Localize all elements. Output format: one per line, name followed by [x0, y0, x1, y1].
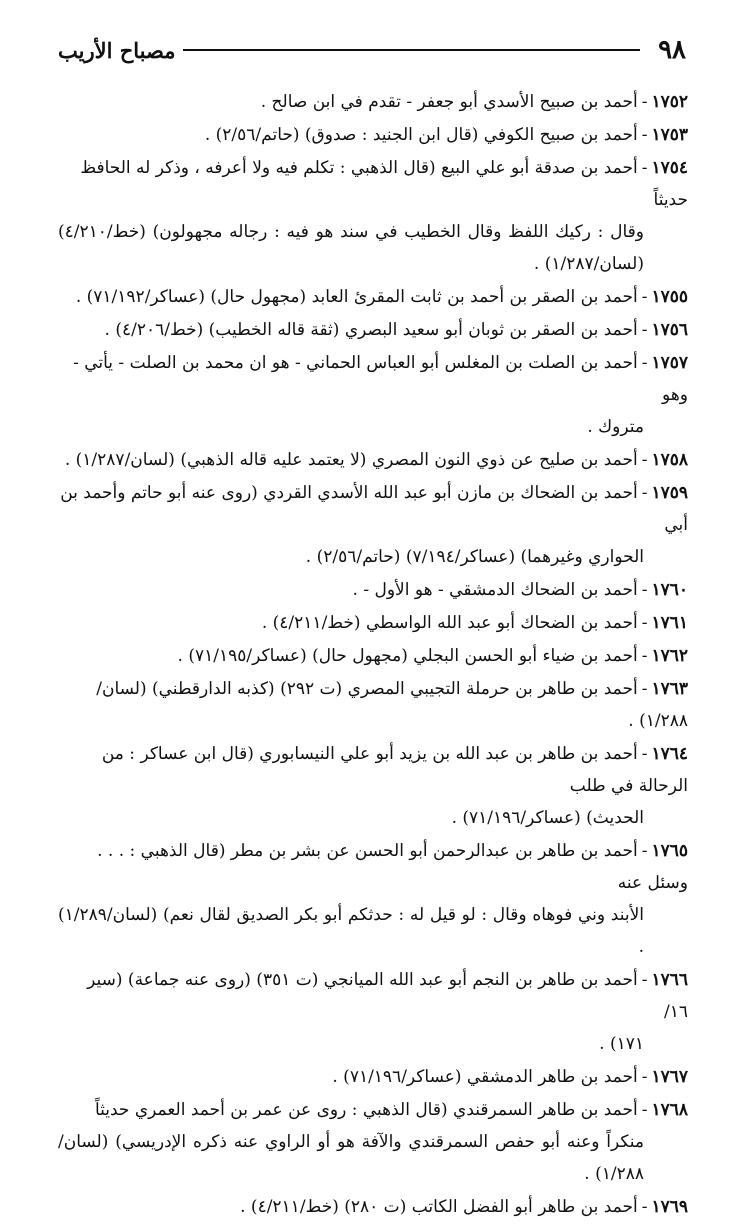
- entry-text: أحمد بن الضحاك بن مازن أبو عبد الله الأسدي القردي (روى عنه أبو حاتم وأحمد بن أبي: [60, 483, 688, 535]
- entry-number: ١٧٥٥: [651, 287, 688, 307]
- entry: ١٧٥٦-أحمد بن الصقر بن ثوبان أبو سعيد البصري (ثقة قاله الخطيب) (خط/٤/٢٠٦) .: [104, 320, 688, 340]
- entry-text: أحمد بن طاهر بن حرملة التجيبي المصري (ت ٢٩٢) (كذبه الدارقطني) (لسان/١/٢٨٨) .: [96, 679, 688, 731]
- entry-number: ١٧٥٨: [651, 450, 688, 470]
- entry: ١٧٦٥-أحمد بن طاهر بن عبدالرحمن أبو الحسن عن بشر بن مطر (قال الذهبي : . . . وسئل عنه الأبند وني فوهاه وقال : لو قيل له : حدثكم أبو بكر الصديق لقال نعم) (لسان/١/٢٨٩) .: [58, 835, 688, 963]
- entry: ١٧٦٧-أحمد بن طاهر الدمشقي (عساكر/٧١/١٩٦) .: [332, 1067, 688, 1087]
- entry-text: أحمد بن طاهر بن عبد الله بن يزيد أبو علي النيسابوري (قال ابن عساكر : من الرحالة في طلب: [101, 744, 688, 796]
- page-number: ٩٨: [658, 35, 686, 65]
- entry-number: ١٧٥٣: [651, 125, 688, 145]
- entry: ١٧٦١-أحمد بن الضحاك أبو عبد الله الواسطي (خط/٤/٢١١) .: [261, 613, 688, 633]
- entry-number: ١٧٥٤: [651, 158, 688, 178]
- entry-text: أحمد بن صدقة أبو علي البيع (قال الذهبي : تكلم فيه ولا أعرفه ، وذكر له الحافظ حديثاً: [80, 158, 688, 210]
- entry: ١٧٦٨-أحمد بن طاهر السمرقندي (قال الذهبي : روى عن عمر بن أحمد العمري حديثاً منكراً وعنه أبو حفص السمرقندي والآفة هو أو الراوي عنه ذكره الإدريسي) (لسان/١/٢٨٨) .: [58, 1094, 688, 1190]
- entry: ١٧٥٩-أحمد بن الضحاك بن مازن أبو عبد الله الأسدي القردي (روى عنه أبو حاتم وأحمد بن أبي الحواري وغيرهما) (عساكر/٧/١٩٤) (حاتم/٢/٥٦) .: [58, 477, 688, 573]
- entry-text: أحمد بن طاهر أبو الفضل الكاتب (ت ٢٨٠) (خط/٤/٢١١) .: [240, 1197, 638, 1217]
- entry-number: ١٧٦٢: [651, 646, 688, 666]
- entry-text: أحمد بن ضياء أبو الحسن البجلي (مجهول حال) (عساكر/٧١/١٩٥) .: [177, 646, 638, 666]
- entry: ١٧٦٤-أحمد بن طاهر بن عبد الله بن يزيد أبو علي النيسابوري (قال ابن عساكر : من الرحالة في طلب الحديث) (عساكر/٧١/١٩٦) .: [58, 738, 688, 834]
- entry-text: أحمد بن الصقر بن أحمد بن ثابت المقرئ العابد (مجهول حال) (عساكر/٧١/١٩٢) .: [75, 287, 638, 307]
- entry-number: ١٧٥٧: [651, 353, 688, 373]
- entry-number: ١٧٦٥: [651, 841, 688, 861]
- entry-number: ١٧٦٧: [651, 1067, 688, 1087]
- entry-number: ١٧٦١: [651, 613, 688, 633]
- entries-list: [58, 86, 688, 1224]
- book-title: مصباح الأريب: [58, 37, 176, 63]
- entry-number: ١٧٦٣: [651, 679, 688, 699]
- entry-number: ١٧٦٨: [651, 1100, 688, 1120]
- entry: ١٧٦٢-أحمد بن ضياء أبو الحسن البجلي (مجهول حال) (عساكر/٧١/١٩٥) .: [177, 646, 688, 666]
- entry-number: ١٧٥٢: [651, 92, 688, 112]
- entry-number: ١٧٦٦: [651, 970, 688, 990]
- entry-text: أحمد بن الضحاك الدمشقي - هو الأول - .: [352, 580, 638, 600]
- entry-number: ١٧٦٠: [651, 580, 688, 600]
- entry: ١٧٥٢-أحمد بن صبيح الأسدي أبو جعفر - تقدم في ابن صالح .: [260, 92, 688, 112]
- entry-text: أحمد بن طاهر بن عبدالرحمن أبو الحسن عن بشر بن مطر (قال الذهبي : . . . وسئل عنه: [97, 841, 688, 893]
- entry-continuation: الحواري وغيرهما) (عساكر/٧/١٩٤) (حاتم/٢/٥٦) .: [305, 547, 644, 567]
- entry: ١٧٥٣-أحمد بن صبيح الكوفي (قال ابن الجنيد : صدوق) (حاتم/٢/٥٦) .: [204, 125, 688, 145]
- entry-continuation: ١٧١) .: [599, 1034, 644, 1054]
- header-rule: [183, 49, 640, 51]
- entry: ١٧٥٥-أحمد بن الصقر بن أحمد بن ثابت المقرئ العابد (مجهول حال) (عساكر/٧١/١٩٢) .: [75, 287, 688, 307]
- entry: ١٧٦٦-أحمد بن طاهر بن النجم أبو عبد الله الميانجي (ت ٣٥١) (روى عنه جماعة) (سير ١٦/ ١٧١) .: [58, 964, 688, 1060]
- entry-continuation: منكراً وعنه أبو حفص السمرقندي والآفة هو أو الراوي عنه ذكره الإدريسي) (لسان/١/٢٨٨) .: [58, 1132, 644, 1184]
- entry-text: أحمد بن طاهر الدمشقي (عساكر/٧١/١٩٦) .: [332, 1067, 638, 1087]
- entry-continuation: وقال : ركيك اللفظ وقال الخطيب في سند هو فيه : رجاله مجهولون) (خط/٤/٢١٠) (لسان/١/٢٨٧) .: [58, 222, 644, 274]
- entry-number: ١٧٦٩: [651, 1197, 688, 1217]
- page-header: [58, 28, 686, 72]
- entry: ١٧٥٧-أحمد بن الصلت بن المغلس أبو العباس الحماني - هو ان محمد بن الصلت - يأتي - وهو متروك .: [58, 347, 688, 443]
- entry-text: أحمد بن صليح عن ذوي النون المصري (لا يعتمد عليه قاله الذهبي) (لسان/١/٢٨٧) .: [64, 450, 638, 470]
- entry-number: ١٧٥٦: [651, 320, 688, 340]
- entry-number: ١٧٦٤: [651, 744, 688, 764]
- entry: ١٧٦٣-أحمد بن طاهر بن حرملة التجيبي المصري (ت ٢٩٢) (كذبه الدارقطني) (لسان/١/٢٨٨) .: [96, 679, 688, 731]
- entry-continuation: الحديث) (عساكر/٧١/١٩٦) .: [451, 808, 644, 828]
- entry-continuation: الأبند وني فوهاه وقال : لو قيل له : حدثكم أبو بكر الصديق لقال نعم) (لسان/١/٢٨٩) .: [58, 905, 644, 957]
- entry: ١٧٦٠-أحمد بن الضحاك الدمشقي - هو الأول - .: [352, 580, 688, 600]
- entry: ١٧٥٤-أحمد بن صدقة أبو علي البيع (قال الذهبي : تكلم فيه ولا أعرفه ، وذكر له الحافظ حديثاً وقال : ركيك اللفظ وقال الخطيب في سند هو فيه : رجاله مجهولون) (خط/٤/٢١٠) (لسان/١/٢٨٧) .: [58, 152, 688, 280]
- entry: ١٧٦٩-أحمد بن طاهر أبو الفضل الكاتب (ت ٢٨٠) (خط/٤/٢١١) .: [240, 1197, 688, 1217]
- entry-continuation: متروك .: [587, 417, 644, 437]
- entry-text: أحمد بن طاهر السمرقندي (قال الذهبي : روى عن عمر بن أحمد العمري حديثاً: [94, 1100, 638, 1120]
- entry-text: أحمد بن الصلت بن المغلس أبو العباس الحماني - هو ان محمد بن الصلت - يأتي - وهو: [73, 353, 688, 405]
- entry: ١٧٥٨-أحمد بن صليح عن ذوي النون المصري (لا يعتمد عليه قاله الذهبي) (لسان/١/٢٨٧) .: [64, 450, 688, 470]
- entry-text: أحمد بن صبيح الكوفي (قال ابن الجنيد : صدوق) (حاتم/٢/٥٦) .: [204, 125, 638, 145]
- entry-text: أحمد بن طاهر بن النجم أبو عبد الله الميانجي (ت ٣٥١) (روى عنه جماعة) (سير ١٦/: [87, 970, 688, 1022]
- entry-text: أحمد بن صبيح الأسدي أبو جعفر - تقدم في ابن صالح .: [260, 92, 638, 112]
- entry-number: ١٧٥٩: [651, 483, 688, 503]
- entry-text: أحمد بن الضحاك أبو عبد الله الواسطي (خط/٤/٢١١) .: [261, 613, 638, 633]
- entry-text: أحمد بن الصقر بن ثوبان أبو سعيد البصري (ثقة قاله الخطيب) (خط/٤/٢٠٦) .: [104, 320, 638, 340]
